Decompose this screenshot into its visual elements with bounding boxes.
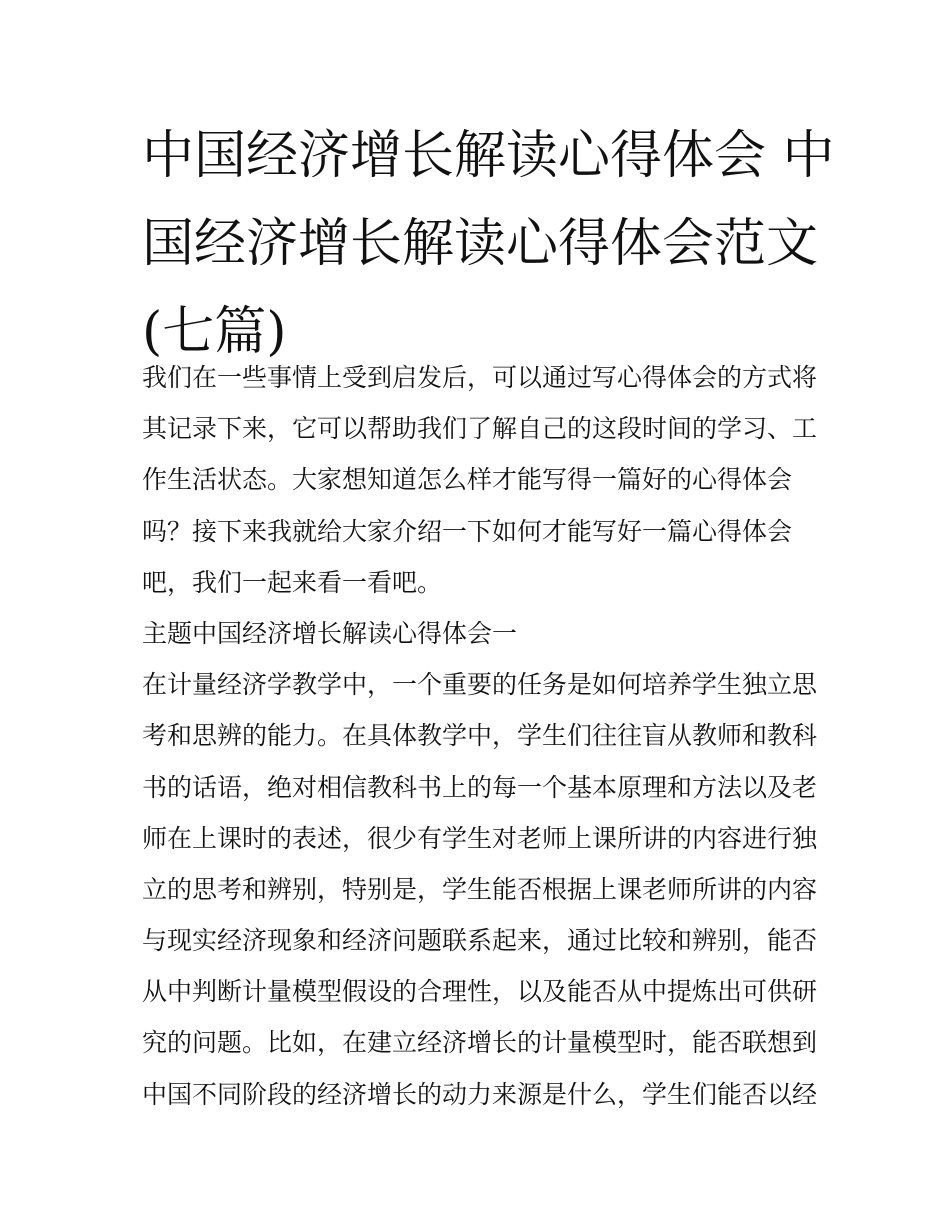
paragraph-line: 中国不同阶段的经济增长的动力来源是什么，学生们能否以经 <box>142 1079 818 1109</box>
section-heading: 主题中国经济增长解读心得体会一 <box>142 618 518 648</box>
intro-line: 吗？接下来我就给大家介绍一下如何才能写好一篇心得体会 <box>142 516 793 546</box>
paragraph-line: 考和思辨的能力。在具体教学中，学生们往往盲从教师和教科 <box>142 721 818 751</box>
intro-line: 其记录下来，它可以帮助我们了解自己的这段时间的学习、工 <box>142 414 818 444</box>
title-line: (七篇) <box>142 302 287 362</box>
title-line: 国经济增长解读心得体会范文 <box>142 214 819 274</box>
paragraph-line: 从中判断计量模型假设的合理性，以及能否从中提炼出可供研 <box>142 977 818 1007</box>
title-line: 中国经济增长解读心得体会 中 <box>142 126 835 186</box>
paragraph-line: 究的问题。比如，在建立经济增长的计量模型时，能否联想到 <box>142 1028 818 1058</box>
paragraph-line: 书的话语，绝对相信教科书上的每一个基本原理和方法以及老 <box>142 772 818 802</box>
paragraph-line: 与现实经济现象和经济问题联系起来，通过比较和辨别，能否 <box>142 926 818 956</box>
intro-line: 作生活状态。大家想知道怎么样才能写得一篇好的心得体会 <box>142 465 793 495</box>
document-body <box>142 352 822 1120</box>
paragraph-line: 立的思考和辨别，特别是，学生能否根据上课老师所讲的内容 <box>142 874 818 904</box>
document-title <box>142 112 835 376</box>
intro-line: 我们在一些事情上受到启发后，可以通过写心得体会的方式将 <box>142 363 818 392</box>
paragraph-line: 师在上课时的表述，很少有学生对老师上课所讲的内容进行独 <box>142 823 818 853</box>
paragraph-line: 在计量经济学教学中，一个重要的任务是如何培养学生独立思 <box>142 670 818 700</box>
intro-line: 吧，我们一起来看一看吧。 <box>142 567 443 597</box>
